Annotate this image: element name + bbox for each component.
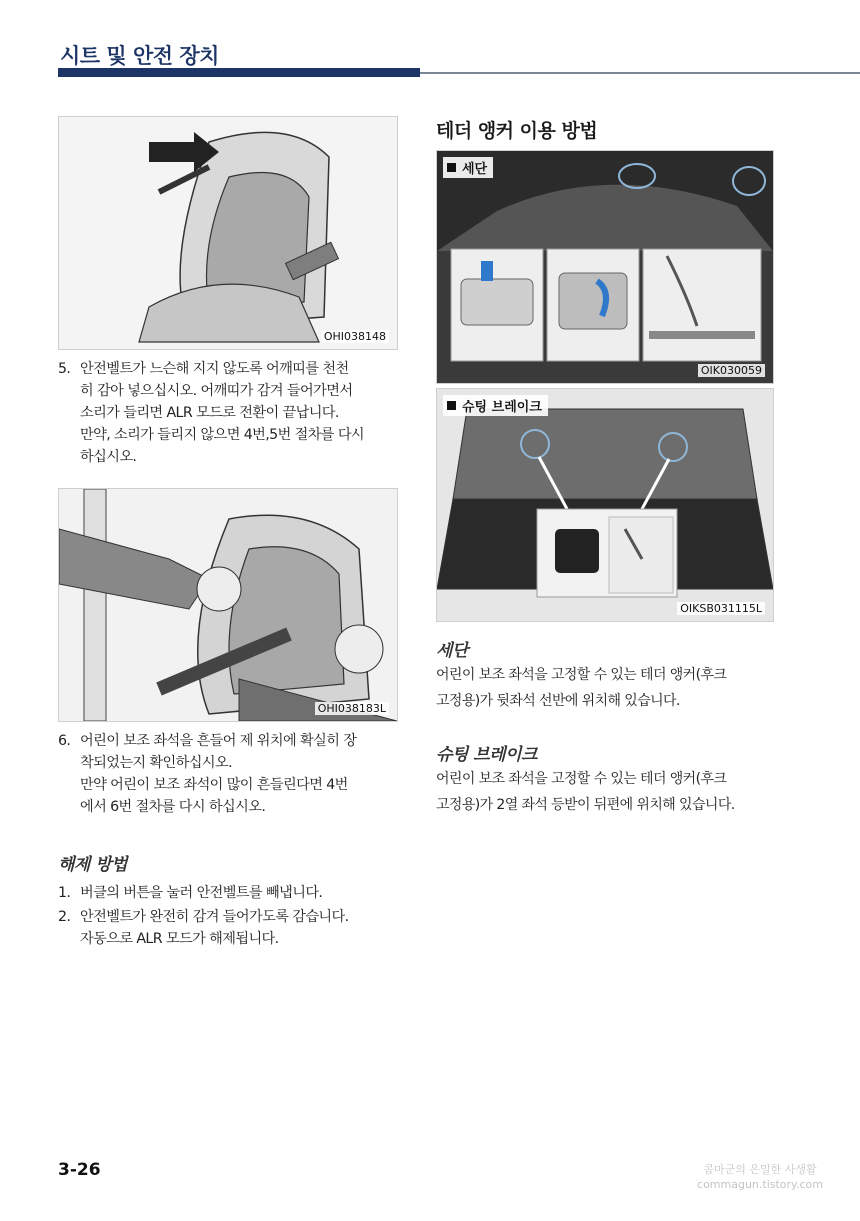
release-item-1 bbox=[58, 882, 398, 906]
figure-code: OIKSB031115L bbox=[677, 602, 765, 615]
step-line: 하십시오. bbox=[80, 449, 137, 465]
watermark-line: commagun.tistory.com bbox=[697, 1178, 823, 1191]
step-line: 안전벨트가 느슨해 지지 않도록 어깨띠를 천천 bbox=[80, 361, 349, 377]
figure-shooting-brake-tether bbox=[436, 388, 774, 622]
figure-sedan-tether bbox=[436, 150, 774, 384]
step-line: 만약 어린이 보조 좌석이 많이 흔들린다면 4번 bbox=[80, 777, 348, 793]
shooting-brake-paragraph bbox=[436, 766, 776, 818]
sedan-heading: 세단 bbox=[436, 641, 468, 661]
paragraph-line: 어린이 보조 좌석을 고정할 수 있는 테더 앵커(후크 bbox=[436, 771, 727, 787]
paragraph-line: 고정용)가 뒷좌석 선반에 위치해 있습니다. bbox=[436, 693, 680, 709]
bullet-square-icon bbox=[447, 163, 456, 172]
figure-child-seat-belt-retract bbox=[58, 116, 398, 350]
step-line: 히 감아 넣으십시오. 어깨띠가 감겨 들어가면서 bbox=[80, 383, 353, 399]
figure-code: OIK030059 bbox=[698, 364, 765, 377]
figure-code: OHI038148 bbox=[321, 330, 389, 343]
watermark bbox=[680, 1162, 840, 1192]
sedan-paragraph bbox=[436, 662, 776, 714]
header-rule-dark bbox=[58, 68, 420, 77]
step-number: 1. bbox=[58, 885, 71, 901]
figure-label: 슈팅 브레이크 bbox=[443, 395, 548, 416]
sedan-rear-shelf-illustration bbox=[437, 151, 773, 383]
figure-code: OHI038183L bbox=[315, 702, 389, 715]
step-line: 에서 6번 절차를 다시 하십시오. bbox=[80, 799, 266, 815]
release-heading: 해제 방법 bbox=[58, 855, 128, 875]
step-number: 5. bbox=[58, 361, 71, 377]
release-item-2 bbox=[58, 906, 398, 952]
page-number: 3-26 bbox=[58, 1160, 101, 1180]
step-line: 착되었는지 확인하십시오. bbox=[80, 755, 232, 771]
figure-child-seat-shake-check bbox=[58, 488, 398, 722]
step-line: 소리가 들리면 ALR 모드로 전환이 끝납니다. bbox=[80, 405, 339, 421]
step-6 bbox=[58, 730, 398, 822]
step-line: 버클의 버튼을 눌러 안전벨트를 빼냅니다. bbox=[80, 885, 323, 901]
tether-heading: 테더 앵커 이용 방법 bbox=[436, 120, 598, 142]
step-number: 6. bbox=[58, 733, 71, 749]
watermark-line: 콤마군의 은밀한 사생활 bbox=[703, 1163, 817, 1176]
child-seat-hands-illustration bbox=[59, 489, 397, 721]
bullet-square-icon bbox=[447, 401, 456, 410]
section-title: 시트 및 안전 장치 bbox=[60, 44, 219, 68]
step-5 bbox=[58, 358, 398, 470]
step-line: 안전벨트가 완전히 감겨 들어가도록 감습니다. bbox=[80, 909, 349, 925]
step-line: 만약, 소리가 들리지 않으면 4번,5번 절차를 다시 bbox=[80, 427, 365, 443]
step-number: 2. bbox=[58, 909, 71, 925]
step-line: 자동으로 ALR 모드가 해제됩니다. bbox=[80, 931, 279, 947]
child-seat-illustration bbox=[59, 117, 397, 349]
figure-label: 세단 bbox=[443, 157, 493, 178]
shooting-brake-trunk-illustration bbox=[437, 389, 773, 621]
shooting-brake-heading: 슈팅 브레이크 bbox=[436, 745, 537, 765]
step-line: 어린이 보조 좌석을 흔들어 제 위치에 확실히 장 bbox=[80, 733, 357, 749]
paragraph-line: 어린이 보조 좌석을 고정할 수 있는 테더 앵커(후크 bbox=[436, 667, 727, 683]
header-rule-light bbox=[420, 72, 860, 74]
paragraph-line: 고정용)가 2열 좌석 등받이 뒤편에 위치해 있습니다. bbox=[436, 797, 735, 813]
